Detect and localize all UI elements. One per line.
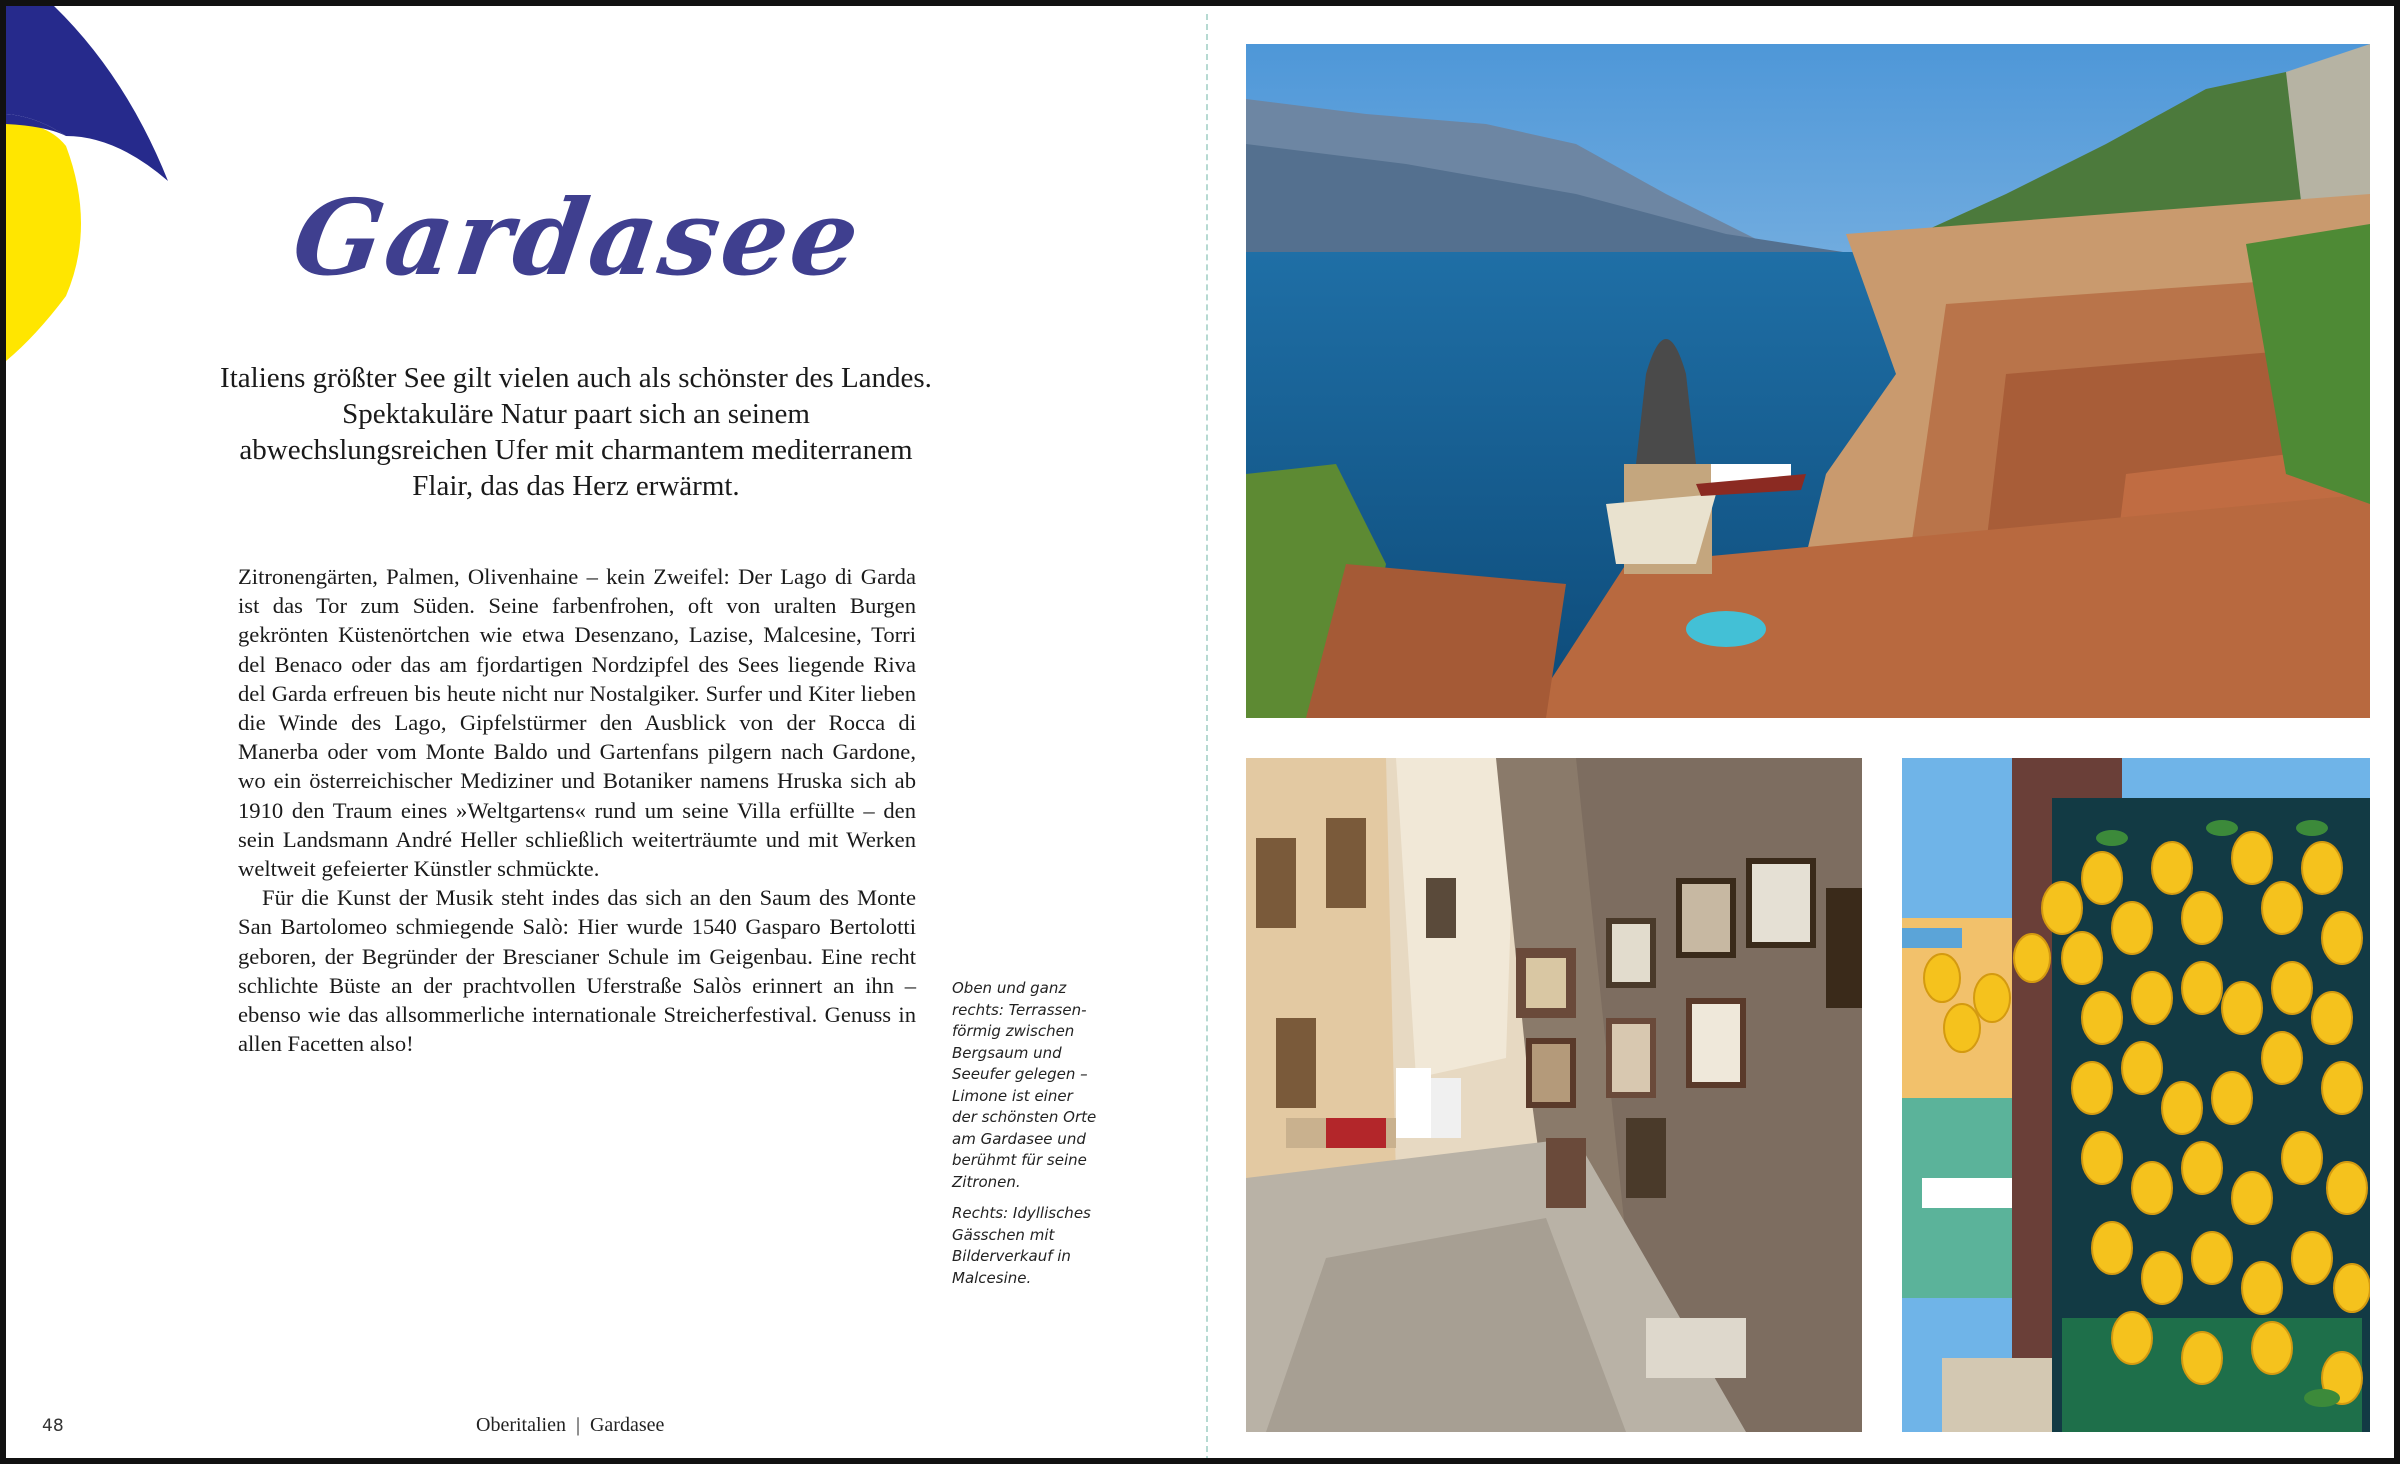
photo-malcesine-alley [1246, 758, 1862, 1432]
body-paragraph-1: Zitronengärten, Palmen, Olivenhaine – kein Zweifel: Der Lago di Garda ist das Tor zum Süden. Seine farbenfrohen, oft von uralten Burgen gekrönten Küstenörtchen wie etwa Desenzano, Lazise, Malcesine, Torri del Benaco oder das am fjordartigen Nordzipfel des Sees liegende Riva del Garda erfreuen bis heute nicht nur Nostalgiker. Surfer und Kiter lieben die Winde des Lago, Gipfelstürmer den Ausblick von der Rocca di Manerba oder vom Monte Baldo und Gartenfans pilgern nach Gardone, wo ein österreichischer Mediziner und Botaniker namens Hruska sich ab 1910 den Traum eines »Weltgartens« rund um seine Villa erfüllte – den sein Landsmann André Heller schließlich weiterträumte und mit Werken weltweit gefeierter Künstler schmückte. [238, 564, 916, 882]
caption-malcesine: Rechts: Idyllisches Gässchen mit Bilderverkauf in Malcesine. [952, 1204, 1091, 1287]
footer-chapter: Gardasee [589, 1414, 665, 1436]
caption-limone: Oben und ganz rechts: Terrassenförmig zwischen Bergsaum und Seeufer gelegen – Limone ist einer der schönsten Orte am Gardasee und berühmt für seine Zitronen. [952, 979, 1097, 1191]
photo-limone-lake [1246, 44, 2370, 718]
leaf-logo-icon [6, 6, 176, 366]
page-gutter [1206, 14, 1208, 1462]
body-paragraph-2: Für die Kunst der Musik steht indes das sich an den Saum des Monte San Bartolomeo schmiegende Salò: Hier wurde 1540 Gasparo Bertolotti geboren, der Begründer der Brescianer Schule im Geigenbau. Eine recht schlichte Büste an der prachtvollen Uferstraße Salòs erinnert an ihn – ebenso wie das allsommerliche internationale Streicherfestival. Genuss in allen Facetten also! [238, 885, 916, 1057]
photo-lemon-stand [1902, 758, 2370, 1432]
running-footer [476, 1414, 664, 1437]
footer-section: Oberitalien [476, 1414, 566, 1436]
lead-paragraph: Italiens größter See gilt vielen auch als schönster des Landes. Spektakuläre Natur paart sich an seinem abwechslungsreichen Ufer mit charmantem mediterranem Flair, das das Herz erwärmt. [220, 362, 932, 502]
footer-separator: | [575, 1414, 580, 1436]
page-title: Gardasee [286, 176, 870, 299]
body-text [238, 562, 916, 1058]
photo-captions [952, 978, 1098, 1299]
page-number: 48 [42, 1416, 64, 1436]
